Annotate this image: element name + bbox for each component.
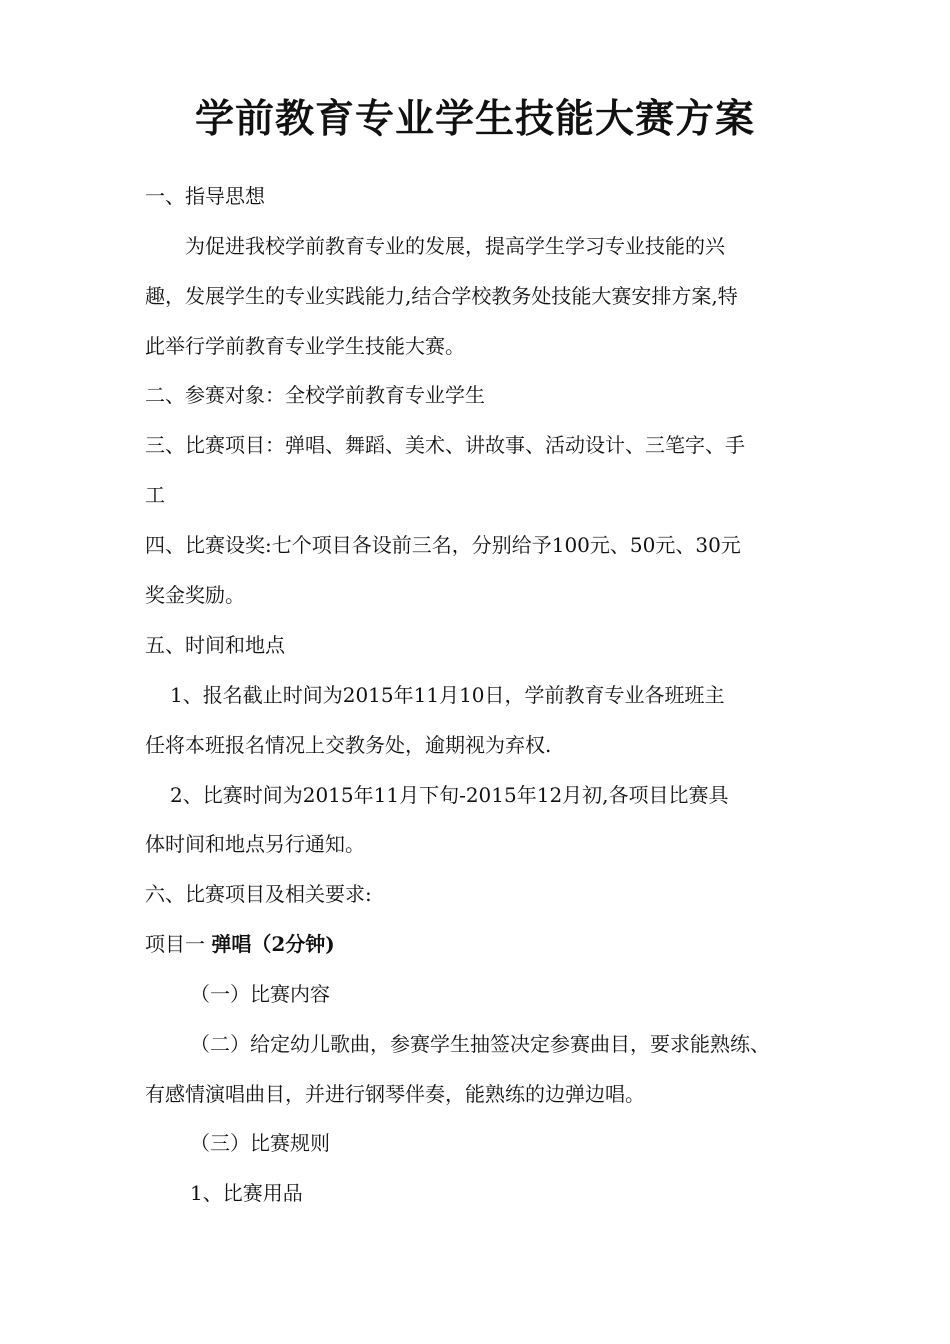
paragraph-line: 此举行学前教育专业学生技能大赛。 <box>145 334 465 358</box>
paragraph-line: 有感情演唱曲目，并进行钢琴伴奏，能熟练的边弹边唱。 <box>145 1082 645 1106</box>
paragraph-line: 体时间和地点另行通知。 <box>145 832 365 856</box>
paragraph-line: 1、比赛用品 <box>190 1181 303 1205</box>
section-heading-requirements: 六、比赛项目及相关要求: <box>145 882 372 906</box>
paragraph-line: 工 <box>145 483 165 507</box>
subsection-heading: （三）比赛规则 <box>190 1131 330 1155</box>
section-heading-awards: 四、比赛设奖:七个项目各设前三名，分别给予100元、50元、30元 <box>145 533 741 557</box>
section-heading-time-and-place: 五、时间和地点 <box>145 633 285 657</box>
paragraph-line: 2、比赛时间为2015年11月下旬-2015年12月初,各项目比赛具 <box>170 783 729 807</box>
section-heading-competition-items: 三、比赛项目：弹唱、舞蹈、美术、讲故事、活动设计、三笔字、手 <box>145 433 745 457</box>
paragraph-line: 为促进我校学前教育专业的发展，提高学生学习专业技能的兴 <box>185 234 725 258</box>
paragraph-line: 任将本班报名情况上交教务处，逾期视为弃权. <box>145 733 552 757</box>
section-heading-guiding-ideology: 一、指导思想 <box>145 184 265 208</box>
paragraph-line: 奖金奖励。 <box>145 583 245 607</box>
paragraph-line: （二）给定幼儿歌曲，参赛学生抽签决定参赛曲目，要求能熟练、 <box>190 1032 770 1056</box>
section-heading-participants: 二、参赛对象：全校学前教育专业学生 <box>145 383 485 407</box>
project-one-prefix: 项目一 <box>145 932 205 956</box>
paragraph-line: 1、报名截止时间为2015年11月10日，学前教育专业各班班主 <box>170 683 725 707</box>
project-one-heading <box>145 931 825 957</box>
project-one-name: 弹唱（2分钟) <box>211 932 335 956</box>
document-title: 学前教育专业学生技能大赛方案 <box>194 97 755 142</box>
paragraph-line: 趣，发展学生的专业实践能力,结合学校教务处技能大赛安排方案,特 <box>145 284 738 308</box>
subsection-heading: （一）比赛内容 <box>190 982 330 1006</box>
